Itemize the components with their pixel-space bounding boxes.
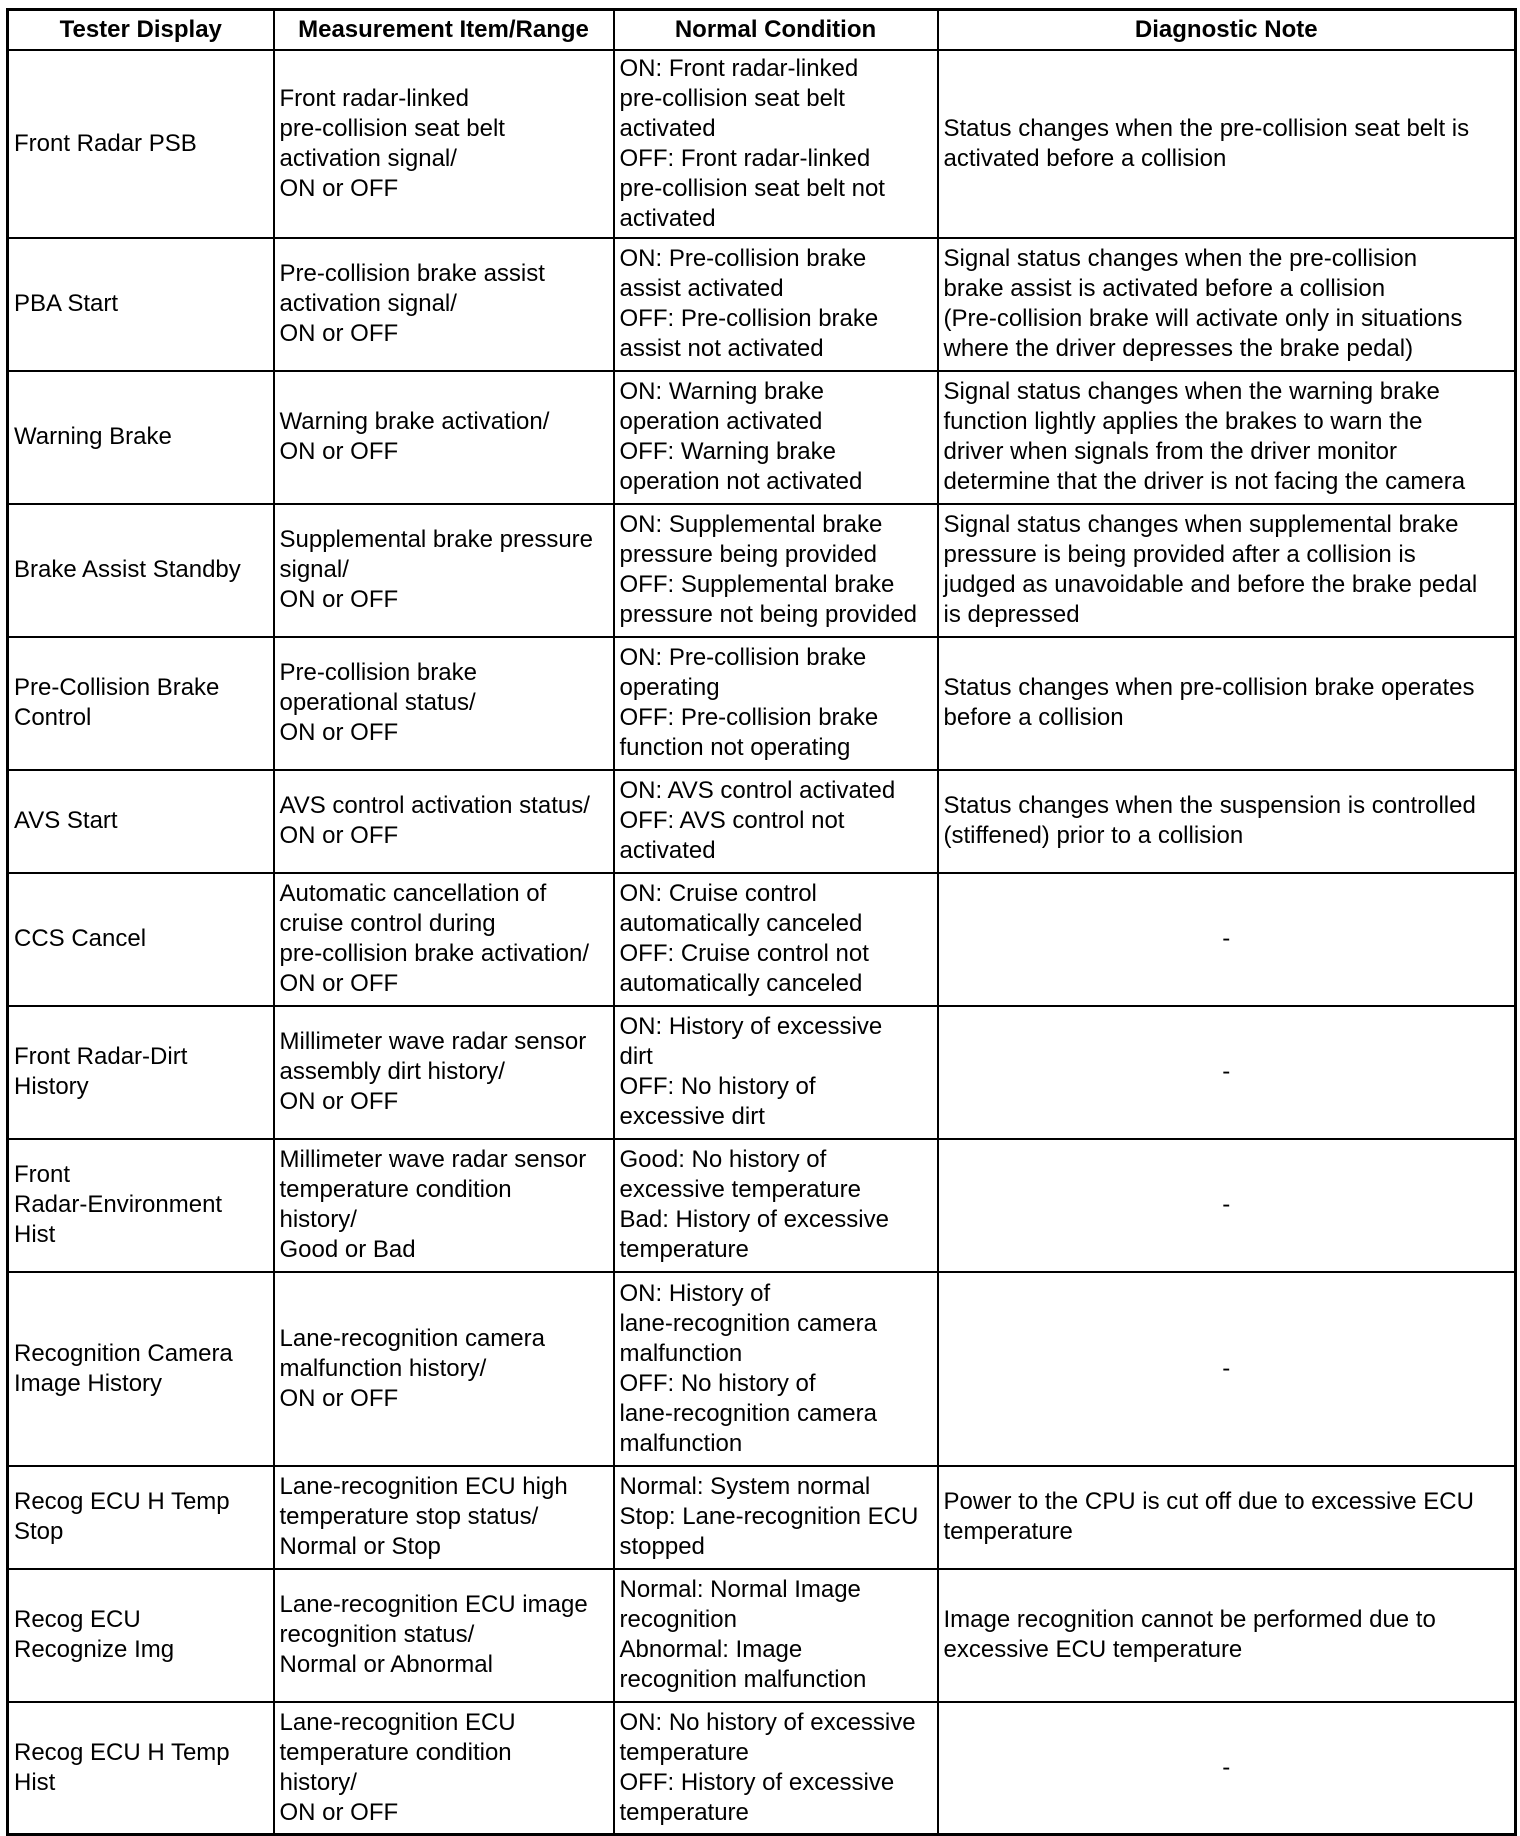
cell-normal-condition: ON: Cruise control automatically canceled OFF: Cruise control not automatically canceled (614, 873, 938, 1006)
cell-normal-condition: ON: Supplemental brake pressure being provided OFF: Supplemental brake pressure not being provided (614, 504, 938, 637)
cell-diagnostic-note: - (938, 873, 1516, 1006)
cell-diagnostic-note: Status changes when the pre-collision seat belt is activated before a collision (938, 50, 1516, 238)
cell-tester-display: Pre-Collision Brake Control (8, 637, 274, 770)
cell-tester-display: PBA Start (8, 238, 274, 371)
cell-measurement-item: Lane-recognition camera malfunction history/ ON or OFF (274, 1272, 614, 1466)
cell-tester-display: Recognition Camera Image History (8, 1272, 274, 1466)
cell-diagnostic-note: Status changes when pre-collision brake operates before a collision (938, 637, 1516, 770)
table-row (8, 371, 1516, 504)
cell-measurement-item: Pre-collision brake assist activation signal/ ON or OFF (274, 238, 614, 371)
cell-measurement-item: Lane-recognition ECU temperature condition history/ ON or OFF (274, 1702, 614, 1835)
cell-normal-condition: ON: AVS control activated OFF: AVS control not activated (614, 770, 938, 873)
cell-tester-display: Warning Brake (8, 371, 274, 504)
cell-measurement-item: Automatic cancellation of cruise control during pre-collision brake activation/ ON or OFF (274, 873, 614, 1006)
cell-normal-condition: ON: Warning brake operation activated OFF: Warning brake operation not activated (614, 371, 938, 504)
cell-measurement-item: Warning brake activation/ ON or OFF (274, 371, 614, 504)
cell-tester-display: Brake Assist Standby (8, 504, 274, 637)
cell-measurement-item: AVS control activation status/ ON or OFF (274, 770, 614, 873)
cell-diagnostic-note: Status changes when the suspension is controlled (stiffened) prior to a collision (938, 770, 1516, 873)
header-diagnostic-note: Diagnostic Note (938, 10, 1516, 50)
table-row (8, 504, 1516, 637)
cell-diagnostic-note: - (938, 1272, 1516, 1466)
cell-tester-display: Front Radar-Environment Hist (8, 1139, 274, 1272)
table-row (8, 1569, 1516, 1702)
cell-tester-display: Recog ECU Recognize Img (8, 1569, 274, 1702)
cell-measurement-item: Supplemental brake pressure signal/ ON or OFF (274, 504, 614, 637)
table-row (8, 50, 1516, 238)
header-row (8, 10, 1516, 50)
cell-diagnostic-note: Signal status changes when supplemental brake pressure is being provided after a collision is judged as unavoidable and before the brake pedal is depressed (938, 504, 1516, 637)
document-page (6, 8, 1514, 1836)
cell-diagnostic-note: Power to the CPU is cut off due to excessive ECU temperature (938, 1466, 1516, 1569)
cell-normal-condition: Normal: Normal Image recognition Abnormal: Image recognition malfunction (614, 1569, 938, 1702)
cell-measurement-item: Pre-collision brake operational status/ ON or OFF (274, 637, 614, 770)
cell-normal-condition: ON: Front radar-linked pre-collision seat belt activated OFF: Front radar-linked pre-collision seat belt not activated (614, 50, 938, 238)
table-row (8, 1006, 1516, 1139)
cell-measurement-item: Millimeter wave radar sensor temperature condition history/ Good or Bad (274, 1139, 614, 1272)
data-list-table (6, 8, 1517, 1836)
header-tester-display: Tester Display (8, 10, 274, 50)
table-row (8, 238, 1516, 371)
cell-normal-condition: ON: No history of excessive temperature OFF: History of excessive temperature (614, 1702, 938, 1835)
table-header (8, 10, 1516, 50)
cell-normal-condition: ON: Pre-collision brake assist activated OFF: Pre-collision brake assist not activated (614, 238, 938, 371)
cell-diagnostic-note: - (938, 1702, 1516, 1835)
table-row (8, 873, 1516, 1006)
table-row (8, 1272, 1516, 1466)
header-normal-condition: Normal Condition (614, 10, 938, 50)
cell-measurement-item: Front radar-linked pre-collision seat belt activation signal/ ON or OFF (274, 50, 614, 238)
table-row (8, 770, 1516, 873)
header-measurement-item: Measurement Item/Range (274, 10, 614, 50)
cell-normal-condition: Normal: System normal Stop: Lane-recognition ECU stopped (614, 1466, 938, 1569)
cell-tester-display: CCS Cancel (8, 873, 274, 1006)
cell-diagnostic-note: Image recognition cannot be performed due to excessive ECU temperature (938, 1569, 1516, 1702)
cell-diagnostic-note: Signal status changes when the warning brake function lightly applies the brakes to warn the driver when signals from the driver monitor determine that the driver is not facing the camera (938, 371, 1516, 504)
cell-tester-display: Recog ECU H Temp Hist (8, 1702, 274, 1835)
cell-measurement-item: Lane-recognition ECU high temperature stop status/ Normal or Stop (274, 1466, 614, 1569)
cell-normal-condition: ON: Pre-collision brake operating OFF: Pre-collision brake function not operating (614, 637, 938, 770)
cell-normal-condition: ON: History of excessive dirt OFF: No history of excessive dirt (614, 1006, 938, 1139)
cell-diagnostic-note: - (938, 1139, 1516, 1272)
cell-tester-display: Front Radar-Dirt History (8, 1006, 274, 1139)
cell-measurement-item: Millimeter wave radar sensor assembly dirt history/ ON or OFF (274, 1006, 614, 1139)
table-row (8, 1139, 1516, 1272)
cell-measurement-item: Lane-recognition ECU image recognition status/ Normal or Abnormal (274, 1569, 614, 1702)
cell-tester-display: Front Radar PSB (8, 50, 274, 238)
table-row (8, 637, 1516, 770)
cell-tester-display: Recog ECU H Temp Stop (8, 1466, 274, 1569)
cell-diagnostic-note: Signal status changes when the pre-collision brake assist is activated before a collision (Pre-collision brake will activate only in situations where the driver depresses the brake pedal) (938, 238, 1516, 371)
cell-tester-display: AVS Start (8, 770, 274, 873)
cell-diagnostic-note: - (938, 1006, 1516, 1139)
cell-normal-condition: Good: No history of excessive temperature Bad: History of excessive temperature (614, 1139, 938, 1272)
table-row (8, 1702, 1516, 1835)
cell-normal-condition: ON: History of lane-recognition camera malfunction OFF: No history of lane-recognition camera malfunction (614, 1272, 938, 1466)
table-body (8, 50, 1516, 1835)
table-row (8, 1466, 1516, 1569)
